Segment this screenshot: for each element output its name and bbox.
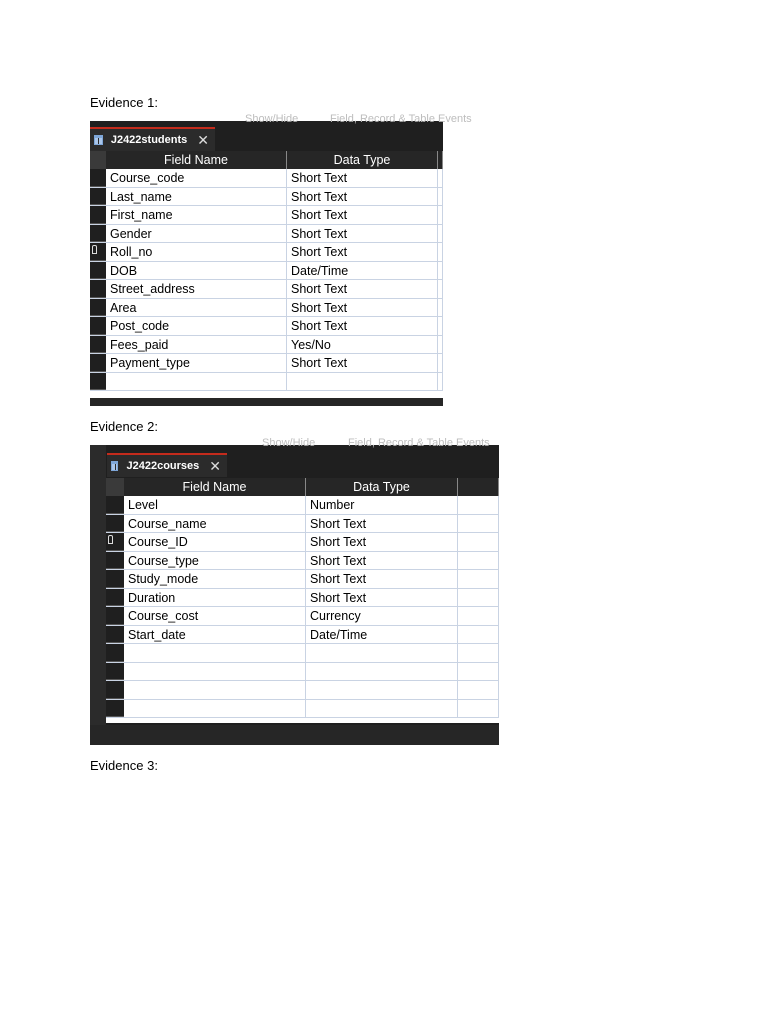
field-name-cell[interactable] bbox=[124, 663, 306, 681]
field-name-cell[interactable] bbox=[124, 644, 306, 662]
table-row[interactable] bbox=[90, 354, 443, 373]
field-name-cell[interactable] bbox=[106, 373, 287, 391]
description-cell[interactable] bbox=[438, 243, 443, 261]
data-type-cell[interactable]: Short Text bbox=[306, 589, 458, 607]
data-type-cell[interactable]: Number bbox=[306, 496, 458, 514]
row-selector[interactable] bbox=[90, 243, 106, 261]
description-cell[interactable] bbox=[458, 700, 499, 718]
table-row[interactable] bbox=[106, 626, 499, 645]
table-row[interactable] bbox=[90, 206, 443, 225]
table-icon bbox=[94, 135, 103, 145]
table-row[interactable] bbox=[106, 533, 499, 552]
field-name-cell[interactable]: Gender bbox=[106, 225, 287, 243]
description-cell[interactable] bbox=[458, 644, 499, 662]
field-grid bbox=[106, 478, 499, 723]
data-type-cell[interactable] bbox=[306, 663, 458, 681]
description-cell[interactable] bbox=[458, 589, 499, 607]
table-row[interactable] bbox=[106, 496, 499, 515]
data-type-cell[interactable]: Date/Time bbox=[287, 262, 438, 280]
data-type-cell[interactable]: Short Text bbox=[287, 299, 438, 317]
grid-corner bbox=[106, 478, 124, 496]
field-name-cell[interactable]: Duration bbox=[124, 589, 306, 607]
row-selector[interactable] bbox=[106, 533, 124, 551]
data-type-cell[interactable] bbox=[306, 681, 458, 699]
row-selector[interactable] bbox=[106, 552, 124, 570]
row-selector[interactable] bbox=[106, 663, 124, 681]
row-selector[interactable] bbox=[90, 373, 106, 391]
evidence-2-caption: Evidence 2: bbox=[90, 419, 158, 434]
tab-j2422students[interactable] bbox=[90, 127, 215, 151]
data-type-cell[interactable]: Short Text bbox=[287, 280, 438, 298]
data-type-cell[interactable]: Short Text bbox=[306, 533, 458, 551]
field-name-cell[interactable]: Course_code bbox=[106, 169, 287, 187]
grid-bottom-bar bbox=[90, 725, 499, 745]
field-name-cell[interactable]: Start_date bbox=[124, 626, 306, 644]
row-selector[interactable] bbox=[90, 354, 106, 372]
table-row[interactable] bbox=[90, 299, 443, 318]
ribbon-group-show-hide: Show/Hide bbox=[245, 113, 299, 125]
close-icon[interactable]: ✕ bbox=[209, 457, 221, 474]
data-type-cell[interactable]: Short Text bbox=[287, 225, 438, 243]
description-header bbox=[438, 151, 443, 169]
row-selector[interactable] bbox=[106, 570, 124, 588]
description-cell[interactable] bbox=[438, 299, 443, 317]
description-cell[interactable] bbox=[438, 373, 443, 391]
table-row[interactable] bbox=[90, 373, 443, 392]
field-name-cell[interactable]: DOB bbox=[106, 262, 287, 280]
table-row[interactable] bbox=[90, 336, 443, 355]
primary-key-icon bbox=[92, 245, 97, 254]
students-table-design-screenshot bbox=[90, 113, 472, 406]
data-type-cell[interactable]: Short Text bbox=[306, 515, 458, 533]
field-name-cell[interactable]: Course_type bbox=[124, 552, 306, 570]
data-type-cell[interactable]: Short Text bbox=[287, 206, 438, 224]
table-row[interactable] bbox=[106, 570, 499, 589]
description-cell[interactable] bbox=[438, 206, 443, 224]
field-name-cell[interactable]: Study_mode bbox=[124, 570, 306, 588]
field-name-cell[interactable]: Level bbox=[124, 496, 306, 514]
description-cell[interactable] bbox=[438, 169, 443, 187]
description-cell[interactable] bbox=[438, 317, 443, 335]
description-cell[interactable] bbox=[458, 607, 499, 625]
row-selector[interactable] bbox=[90, 299, 106, 317]
data-type-cell[interactable]: Yes/No bbox=[287, 336, 438, 354]
row-selector[interactable] bbox=[106, 644, 124, 662]
table-row[interactable] bbox=[106, 589, 499, 608]
row-selector[interactable] bbox=[90, 317, 106, 335]
field-name-cell[interactable]: Course_name bbox=[124, 515, 306, 533]
data-type-header: Data Type bbox=[306, 478, 458, 496]
row-selector[interactable] bbox=[90, 336, 106, 354]
field-name-cell[interactable]: Course_ID bbox=[124, 533, 306, 551]
description-cell[interactable] bbox=[438, 280, 443, 298]
field-name-cell[interactable] bbox=[124, 700, 306, 718]
field-name-cell[interactable]: Payment_type bbox=[106, 354, 287, 372]
row-selector[interactable] bbox=[106, 515, 124, 533]
ribbon-group-events: Field, Record & Table Events bbox=[330, 113, 472, 125]
table-row[interactable] bbox=[90, 243, 443, 262]
ribbon-group-show-hide: Show/Hide bbox=[262, 437, 316, 449]
row-selector[interactable] bbox=[106, 700, 124, 718]
data-type-cell[interactable]: Short Text bbox=[287, 317, 438, 335]
data-type-cell[interactable]: Short Text bbox=[306, 570, 458, 588]
table-row[interactable] bbox=[90, 317, 443, 336]
row-selector[interactable] bbox=[90, 169, 106, 187]
field-name-cell[interactable] bbox=[124, 681, 306, 699]
table-row[interactable] bbox=[106, 552, 499, 571]
data-type-cell[interactable] bbox=[306, 644, 458, 662]
description-cell[interactable] bbox=[438, 262, 443, 280]
navigation-pane-strip bbox=[90, 445, 106, 745]
row-selector[interactable] bbox=[106, 589, 124, 607]
tab-j2422courses[interactable] bbox=[107, 453, 227, 477]
row-selector[interactable] bbox=[90, 188, 106, 206]
description-cell[interactable] bbox=[458, 626, 499, 644]
grid-corner bbox=[90, 151, 106, 169]
grid-bottom-bar bbox=[90, 398, 443, 406]
field-name-cell[interactable]: First_name bbox=[106, 206, 287, 224]
data-type-cell[interactable] bbox=[306, 700, 458, 718]
tab-label: J2422courses bbox=[126, 460, 200, 472]
row-selector[interactable] bbox=[106, 607, 124, 625]
data-type-cell[interactable]: Currency bbox=[306, 607, 458, 625]
data-type-cell[interactable]: Short Text bbox=[287, 354, 438, 372]
courses-table-design-screenshot bbox=[90, 437, 499, 745]
table-row[interactable] bbox=[106, 700, 499, 719]
data-type-cell[interactable] bbox=[287, 373, 438, 391]
table-row[interactable] bbox=[90, 225, 443, 244]
table-row[interactable] bbox=[106, 607, 499, 626]
field-name-cell[interactable]: Roll_no bbox=[106, 243, 287, 261]
data-type-cell[interactable]: Short Text bbox=[287, 169, 438, 187]
description-cell[interactable] bbox=[458, 496, 499, 514]
table-row[interactable] bbox=[90, 262, 443, 281]
table-row[interactable] bbox=[106, 681, 499, 700]
description-cell[interactable] bbox=[438, 225, 443, 243]
field-grid bbox=[90, 151, 443, 398]
ribbon-group-events: Field, Record & Table Events bbox=[348, 437, 490, 449]
description-cell[interactable] bbox=[458, 552, 499, 570]
table-row[interactable] bbox=[106, 663, 499, 682]
close-icon[interactable]: ✕ bbox=[197, 131, 209, 148]
data-type-cell[interactable]: Short Text bbox=[306, 552, 458, 570]
field-name-cell[interactable]: Post_code bbox=[106, 317, 287, 335]
description-cell[interactable] bbox=[458, 681, 499, 699]
description-header bbox=[458, 478, 499, 496]
row-selector[interactable] bbox=[90, 206, 106, 224]
row-selector[interactable] bbox=[106, 626, 124, 644]
description-cell[interactable] bbox=[438, 354, 443, 372]
table-row[interactable] bbox=[90, 188, 443, 207]
field-name-cell[interactable]: Area bbox=[106, 299, 287, 317]
data-type-header: Data Type bbox=[287, 151, 438, 169]
table-row[interactable] bbox=[90, 169, 443, 188]
field-name-cell[interactable]: Last_name bbox=[106, 188, 287, 206]
evidence-1-caption: Evidence 1: bbox=[90, 95, 158, 110]
row-selector[interactable] bbox=[90, 225, 106, 243]
evidence-3-caption: Evidence 3: bbox=[90, 758, 158, 773]
field-name-cell[interactable]: Course_cost bbox=[124, 607, 306, 625]
row-selector[interactable] bbox=[90, 262, 106, 280]
table-row[interactable] bbox=[106, 644, 499, 663]
data-type-cell[interactable]: Date/Time bbox=[306, 626, 458, 644]
description-cell[interactable] bbox=[458, 515, 499, 533]
description-cell[interactable] bbox=[458, 533, 499, 551]
table-row[interactable] bbox=[106, 515, 499, 534]
data-type-cell[interactable]: Short Text bbox=[287, 243, 438, 261]
field-name-cell[interactable]: Fees_paid bbox=[106, 336, 287, 354]
row-selector[interactable] bbox=[106, 681, 124, 699]
row-selector[interactable] bbox=[106, 496, 124, 514]
tab-label: J2422students bbox=[110, 134, 188, 146]
description-cell[interactable] bbox=[458, 663, 499, 681]
description-cell[interactable] bbox=[438, 188, 443, 206]
data-type-cell[interactable]: Short Text bbox=[287, 188, 438, 206]
description-cell[interactable] bbox=[458, 570, 499, 588]
field-name-header: Field Name bbox=[106, 151, 287, 169]
field-name-header: Field Name bbox=[124, 478, 306, 496]
table-row[interactable] bbox=[90, 280, 443, 299]
description-cell[interactable] bbox=[438, 336, 443, 354]
row-selector[interactable] bbox=[90, 280, 106, 298]
table-icon bbox=[111, 461, 118, 471]
primary-key-icon bbox=[108, 535, 113, 544]
field-name-cell[interactable]: Street_address bbox=[106, 280, 287, 298]
